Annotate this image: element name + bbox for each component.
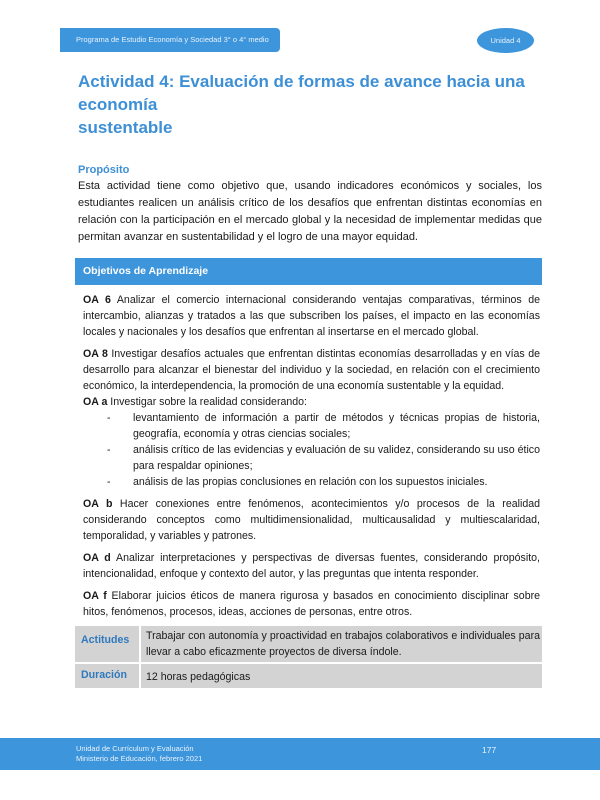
list-item: - análisis de las propias conclusiones en relación con los supuestos iniciales. xyxy=(75,474,542,490)
oa-a xyxy=(75,394,542,410)
attitudes-text: Trabajar con autonomía y proactividad en trabajos colaborativos e individuales para llevar a cabo eficazmente proyectos de diversa índole. xyxy=(146,630,540,658)
oa-code: OA a xyxy=(83,396,108,408)
oa-code: OA f xyxy=(83,590,107,602)
page-number: 177 xyxy=(482,745,497,755)
oa-b xyxy=(75,496,542,544)
duration-label: Duración xyxy=(75,664,141,688)
purpose-label: Propósito xyxy=(78,164,130,176)
main-content xyxy=(75,70,542,688)
objectives-box xyxy=(75,258,542,688)
page-title xyxy=(75,70,542,139)
header-program: Programa de Estudio Economía y Sociedad 3° o 4° medio xyxy=(60,28,280,52)
unit-badge: Unidad 4 xyxy=(477,28,534,53)
oa-code: OA b xyxy=(83,498,113,510)
oa-code: OA d xyxy=(83,552,111,564)
page-title-line1: Actividad 4: Evaluación de formas de avance hacia una economía xyxy=(78,72,525,114)
objectives-heading: Objetivos de Aprendizaje xyxy=(75,258,542,285)
oa-text: Analizar el comercio internacional considerando ventajas comparativas, términos de intercambio, alianzas y tratados a las que subscriben los países, el impacto en las economías locales y nacionales y los desafíos que enfrentan al insertarse en el mercado global. xyxy=(83,294,540,338)
page-title-line2: sustentable xyxy=(78,118,173,137)
attitudes-row xyxy=(75,624,542,662)
footer-line2: Ministerio de Educación, febrero 2021 xyxy=(76,754,203,763)
footer-line1: Unidad de Currículum y Evaluación xyxy=(76,744,194,753)
oa-8 xyxy=(75,346,542,394)
oa-text: Hacer conexiones entre fenómenos, acontecimientos y/o procesos de la realidad considerando conceptos como multidimensionalidad, multicausalidad y multiescalaridad, temporalidad, y variables y patrones. xyxy=(83,498,540,542)
attitudes-label: Actitudes xyxy=(75,626,141,662)
oa-text: Investigar desafíos actuales que enfrentan distintas economías desarrolladas y en vías de desarrollo para alcanzar el bienestar del individuo y la sociedad, en relación con el crecimiento económico, la interdependencia, la promoción de una economía sustentable y la equidad. xyxy=(83,348,540,392)
oa-6 xyxy=(75,292,542,340)
duration-text: 12 horas pedagógicas xyxy=(146,671,251,683)
purpose-text: Esta actividad tiene como objetivo que, usando indicadores económicos y sociales, los estudiantes realicen un análisis crítico de los desafíos que enfrentan distintas economías en relación con la participación en el mercado global y la necesidad de implementar medidas que permitan avanzar en sustentabilidad y el logro de una mayor equidad. xyxy=(78,180,542,243)
oa-text: Elaborar juicios éticos de manera rigurosa y basados en conocimiento disciplinar sobre hitos, fenómenos, procesos, ideas, acciones de personas, entre otros. xyxy=(83,590,541,618)
oa-a-list xyxy=(75,410,542,490)
list-item: - análisis crítico de las evidencias y evaluación de su validez, considerando su uso ético para respaldar opiniones; xyxy=(75,442,542,474)
oa-text: Investigar sobre la realidad considerando: xyxy=(107,396,307,408)
oa-d xyxy=(75,550,542,582)
list-item: - levantamiento de información a partir de métodos y técnicas propias de historia, geografía, economía y otras ciencias sociales; xyxy=(75,410,542,442)
duration-row xyxy=(75,662,542,688)
footer-credits xyxy=(76,744,202,764)
footer xyxy=(0,738,600,770)
oa-f xyxy=(75,588,542,620)
oa-text: Analizar interpretaciones y perspectivas de diversas fuentes, considerando propósito, intencionalidad, enfoque y contexto del autor, y las preguntas que intenta responder. xyxy=(83,552,540,580)
oa-code: OA 8 xyxy=(83,348,108,360)
oa-code: OA 6 xyxy=(83,294,111,306)
